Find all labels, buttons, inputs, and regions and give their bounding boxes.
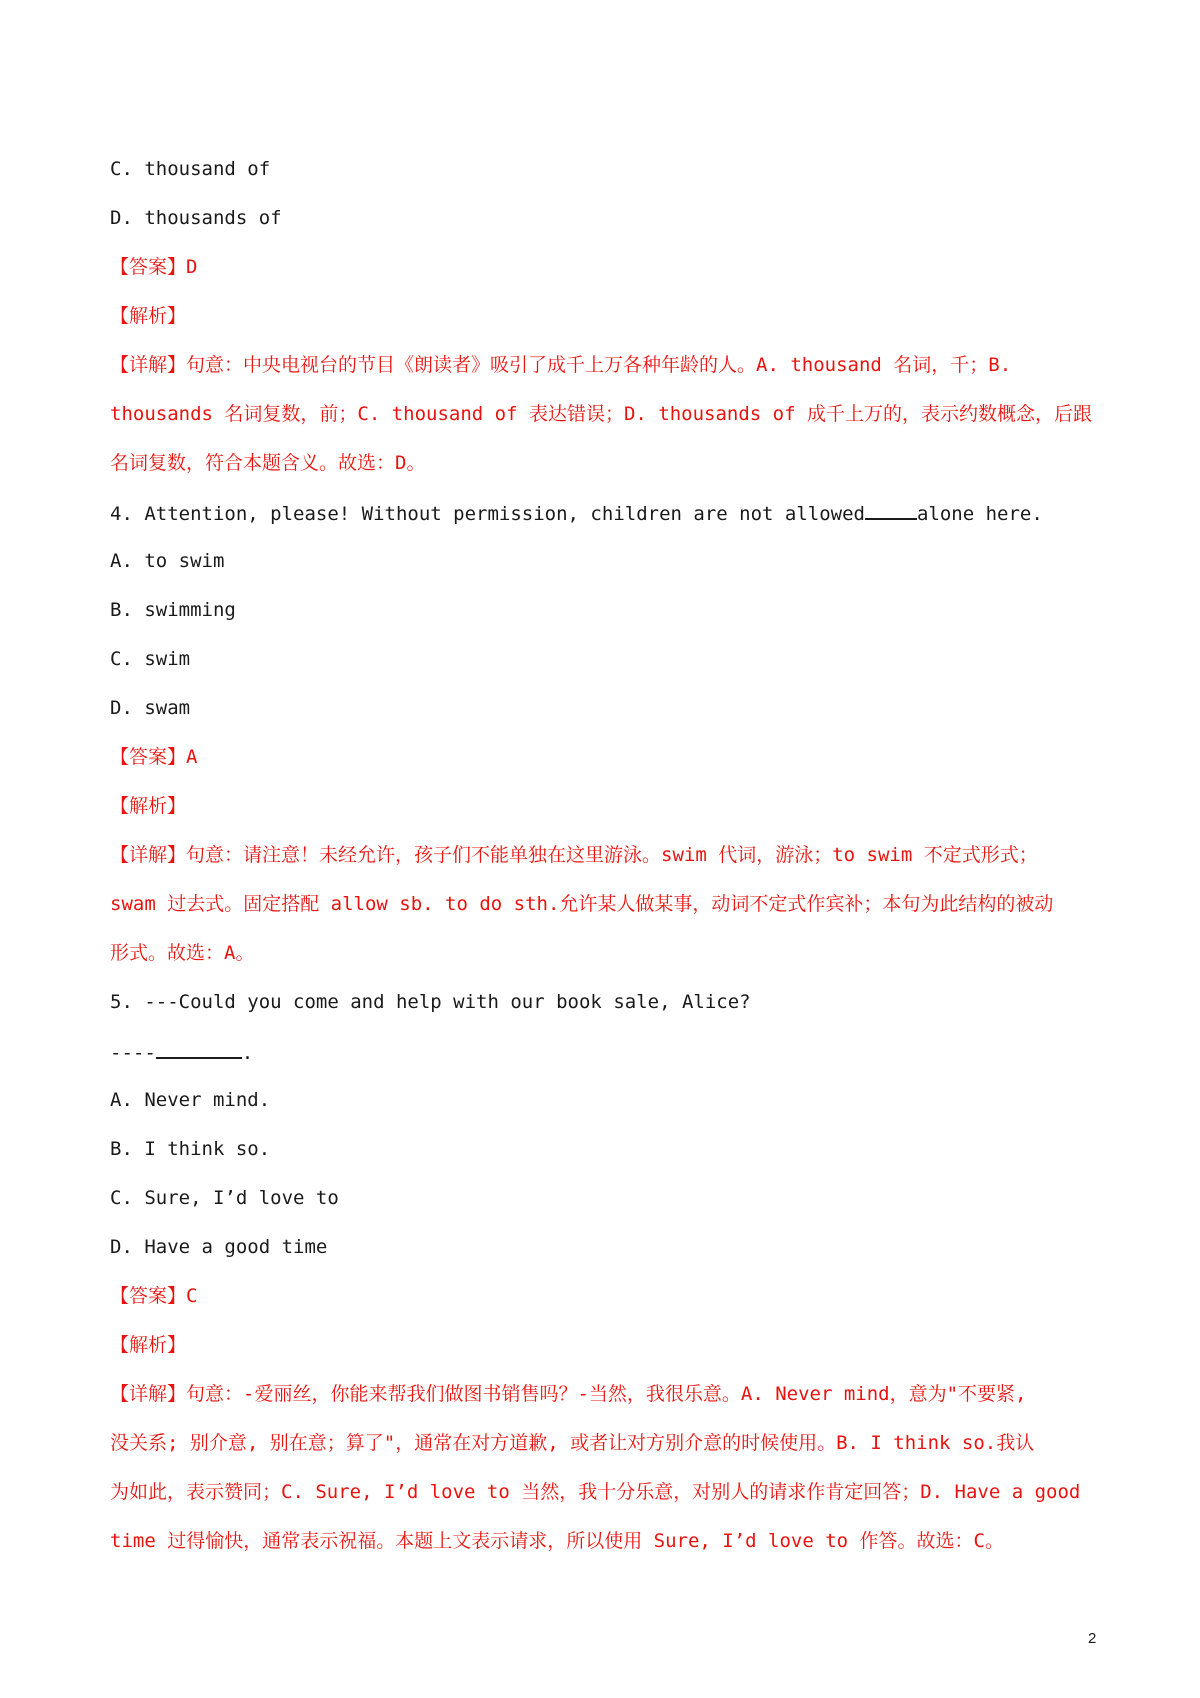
- detail-text: 句意：-爱丽丝，你能来帮我们做图书销售吗？-当然，我很乐意。A. Never mind，意为"不要紧,: [186, 1383, 1027, 1405]
- q4-stem-after: alone here.: [916, 503, 1043, 525]
- q4-blank: [865, 500, 917, 520]
- detail-text: 句意：中央电视台的节目《朗读者》吸引了成千上万各种年龄的人。A. thousand 名词，千；B.: [186, 354, 1012, 376]
- q5-stem: 5. ---Could you come and help with our book sale, Alice?: [110, 991, 751, 1013]
- answer-value: D: [186, 256, 198, 278]
- q5-response-prefix: ----: [110, 1042, 156, 1064]
- q3-answer: [110, 255, 1100, 279]
- q3-option-d: D. thousands of: [110, 207, 282, 229]
- q4-stem: [110, 500, 1100, 526]
- q4-detail-line2: swam 过去式。固定搭配 allow sb. to do sth.允许某人做某事，动词不定式作宾补；本句为此结构的被动: [110, 893, 1054, 915]
- q4-option-a: A. to swim: [110, 550, 225, 572]
- q5-detail: [110, 1382, 1100, 1406]
- answer-value: A: [186, 746, 198, 768]
- q3-detail-line3: 名词复数，符合本题含义。故选：D。: [110, 452, 426, 474]
- detail-label: 【详解】: [110, 844, 187, 866]
- q5-option-c: C. Sure, I’d love to: [110, 1187, 339, 1209]
- q3-detail: [110, 353, 1100, 377]
- detail-text: 句意：请注意！未经允许，孩子们不能单独在这里游泳。swim 代词，游泳；to swim 不定式形式；: [186, 844, 1038, 866]
- answer-value: C: [186, 1285, 198, 1307]
- q4-option-d: D. swam: [110, 697, 191, 719]
- q3-detail-line2: thousands 名词复数，前；C. thousand of 表达错误；D. thousands of 成千上万的，表示约数概念，后跟: [110, 403, 1092, 425]
- q5-option-b: B. I think so.: [110, 1138, 271, 1160]
- q4-stem-before: 4. Attention, please! Without permission, children are not allowed: [110, 503, 865, 525]
- q5-option-d: D. Have a good time: [110, 1236, 328, 1258]
- answer-label: 【答案】: [110, 746, 187, 768]
- answer-label: 【答案】: [110, 1285, 187, 1307]
- q4-answer: [110, 745, 1100, 769]
- q4-detail: [110, 843, 1100, 867]
- q4-option-b: B. swimming: [110, 599, 236, 621]
- q5-response: [110, 1039, 1100, 1065]
- q3-analysis-label: 【解析】: [110, 305, 187, 327]
- page-number: 2: [1088, 1630, 1097, 1647]
- q5-answer: [110, 1284, 1100, 1308]
- detail-label: 【详解】: [110, 354, 187, 376]
- q4-detail-line3: 形式。故选：A。: [110, 942, 255, 964]
- answer-label: 【答案】: [110, 256, 187, 278]
- q5-detail-line4: time 过得愉快，通常表示祝福。本题上文表示请求，所以使用 Sure, I’d love to 作答。故选：C。: [110, 1530, 1004, 1552]
- q4-analysis-label: 【解析】: [110, 795, 187, 817]
- q4-option-c: C. swim: [110, 648, 191, 670]
- q5-detail-line2: 没关系; 别介意, 别在意；算了"，通常在对方道歉, 或者让对方别介意的时候使用。B. I think so.我认: [110, 1432, 1035, 1454]
- q3-option-c: C. thousand of: [110, 158, 271, 180]
- q5-response-suffix: .: [241, 1042, 254, 1064]
- q5-analysis-label: 【解析】: [110, 1334, 187, 1356]
- q5-detail-line3: 为如此，表示赞同；C. Sure, I’d love to 当然，我十分乐意，对别人的请求作肯定回答；D. Have a good: [110, 1481, 1081, 1503]
- q5-blank: [156, 1039, 242, 1059]
- detail-label: 【详解】: [110, 1383, 187, 1405]
- q5-option-a: A. Never mind.: [110, 1089, 271, 1111]
